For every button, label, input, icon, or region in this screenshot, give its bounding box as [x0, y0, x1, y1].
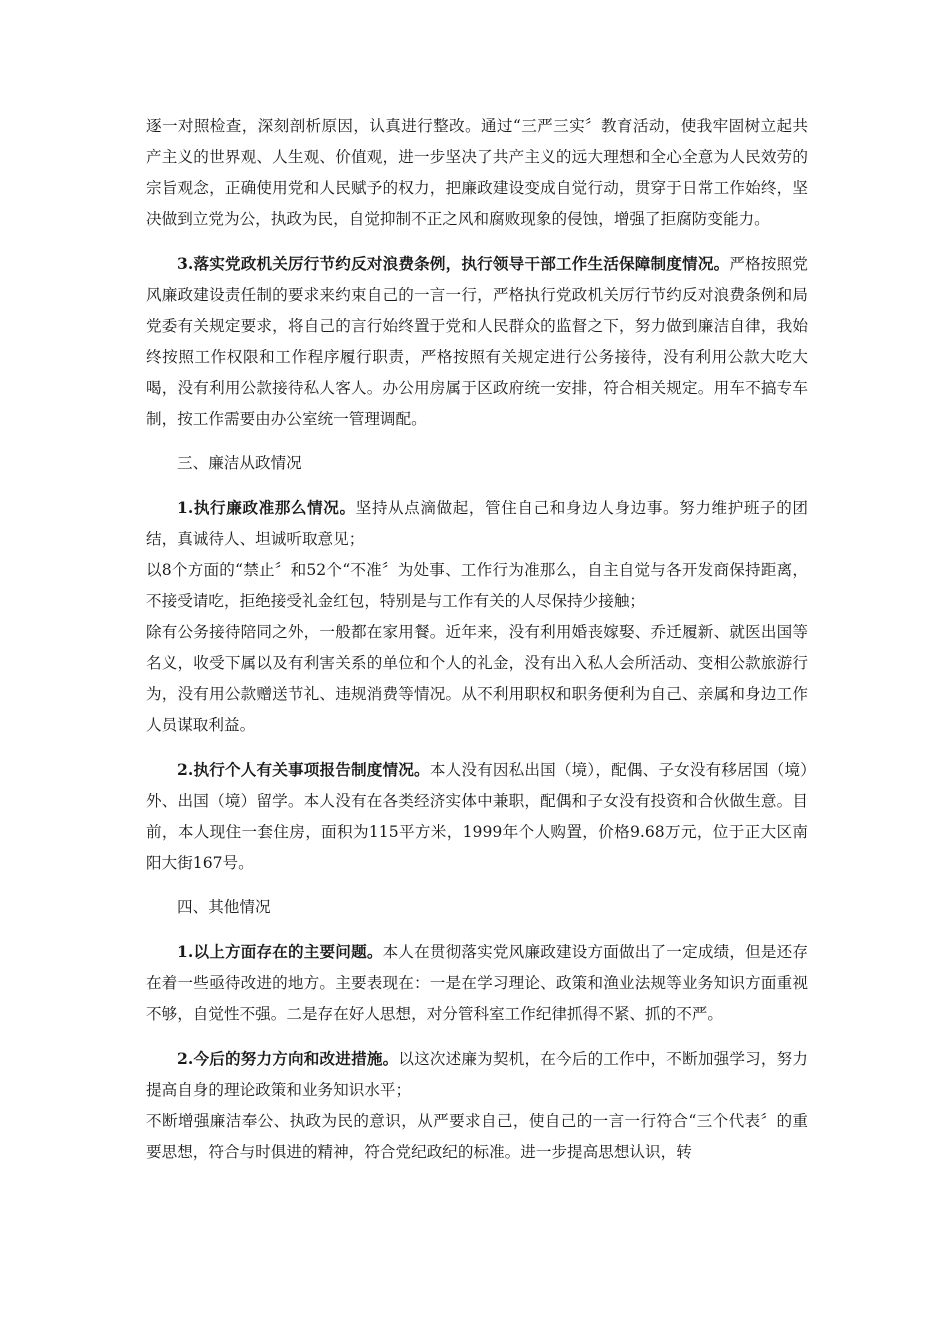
paragraph-main-problems	[146, 936, 808, 1030]
document-page	[146, 111, 808, 1168]
paragraph-heading: 2.执行个人有关事项报告制度情况。	[177, 760, 430, 779]
paragraph-text: 逐一对照检查，深刻剖析原因，认真进行整改。通过“三严三实〞教育活动，使我牢固树立起共产主义的世界观、人生观、价值观，进一步坚决了共产主义的远大理想和全心全意为人民效劳的宗旨观念，正确使用党和人民赋予的权力，把廉政建设变成自觉行动，贯穿于日常工作始终，坚决做到立党为公，执政为民，自觉抑制不正之风和腐败现象的侵蚀，增强了拒腐防变能力。	[146, 117, 808, 228]
paragraph-text: 本人在贯彻落实党风廉政建设方面做出了一定成绩，但是还存在着一些亟待改进的地方。主要表现在：一是在学习理论、政策和渔业法规等业务知识方面重视不够，自觉性不强。二是存在好人思想，对分管科室工作纪律抓得不紧、抓的不严。	[146, 943, 808, 1023]
paragraph-continuation	[146, 555, 808, 617]
section-title: 三、廉洁从政情况	[177, 454, 302, 472]
paragraph-continuation	[146, 617, 808, 741]
paragraph-integrity-rules	[146, 492, 808, 555]
paragraph-text: 不断增强廉洁奉公、执政为民的意识，从严要求自己，使自己的一言一行符合“三个代表〞的重要思想，符合与时俱进的精神，符合党纪政纪的标准。进一步提高思想认识，转	[146, 1112, 808, 1161]
paragraph-heading: 1.执行廉政准那么情况。	[177, 498, 356, 517]
paragraph-text: 严格按照党风廉政建设责任制的要求来约束自己的一言一行，严格执行党政机关厉行节约反对浪费条例和局党委有关规定要求，将自己的言行始终置于党和人民群众的监督之下，努力做到廉洁自律，我始终按照工作权限和工作程序履行职责，严格按照有关规定进行公务接待，没有利用公款大吃大喝，没有利用公款接待私人客人。办公用房属于区政府统一安排，符合相关规定。用车不搞专车制，按工作需要由办公室统一管理调配。	[146, 255, 808, 428]
paragraph-heading: 1.以上方面存在的主要问题。	[177, 942, 383, 961]
paragraph-text: 以8个方面的“禁止〞和52个“不准〞为处事、工作行为准那么，自主自觉与各开发商保持距离，不接受请吃，拒绝接受礼金红包，特别是与工作有关的人尽保持少接触；	[146, 561, 808, 610]
paragraph-heading: 2.今后的努力方向和改进措施。	[177, 1049, 399, 1068]
paragraph-heading: 3.落实党政机关厉行节约反对浪费条例，执行领导干部工作生活保障制度情况。	[177, 254, 730, 273]
paragraph-frugality-regulations	[146, 248, 808, 435]
paragraph-text: 本人没有因私出国（境），配偶、子女没有移居国（境）外、出国（境）留学。本人没有在各类经济实体中兼职，配偶和子女没有投资和合伙做生意。目前，本人现住一套住房，面积为115平方米，1999年个人购置，价格9.68万元，位于正大区南阳大街167号。	[146, 761, 808, 872]
paragraph-improvement-measures	[146, 1043, 808, 1106]
paragraph-continuation	[146, 1106, 808, 1168]
paragraph-text: 除有公务接待陪同之外，一般都在家用餐。近年来，没有利用婚丧嫁娶、乔迁履新、就医出国等名义，收受下属以及有利害关系的单位和个人的礼金，没有出入私人会所活动、变相公款旅游行为，没有用公款赠送节礼、违规消费等情况。从不利用职权和职务便利为自己、亲属和身边工作人员谋取利益。	[146, 623, 808, 734]
section-title: 四、其他情况	[177, 898, 271, 916]
paragraph-integrity-education	[146, 111, 808, 235]
paragraph-text: 坚持从点滴做起，管住自己和身边人身边事。努力维护班子的团结，真诚待人、坦诚听取意见；	[146, 499, 808, 548]
section-heading-other	[146, 892, 808, 923]
paragraph-personal-matters-report	[146, 754, 808, 879]
paragraph-text: 以这次述廉为契机，在今后的工作中，不断加强学习，努力提高自身的理论政策和业务知识水平；	[146, 1050, 808, 1099]
section-heading-clean-governance	[146, 448, 808, 479]
